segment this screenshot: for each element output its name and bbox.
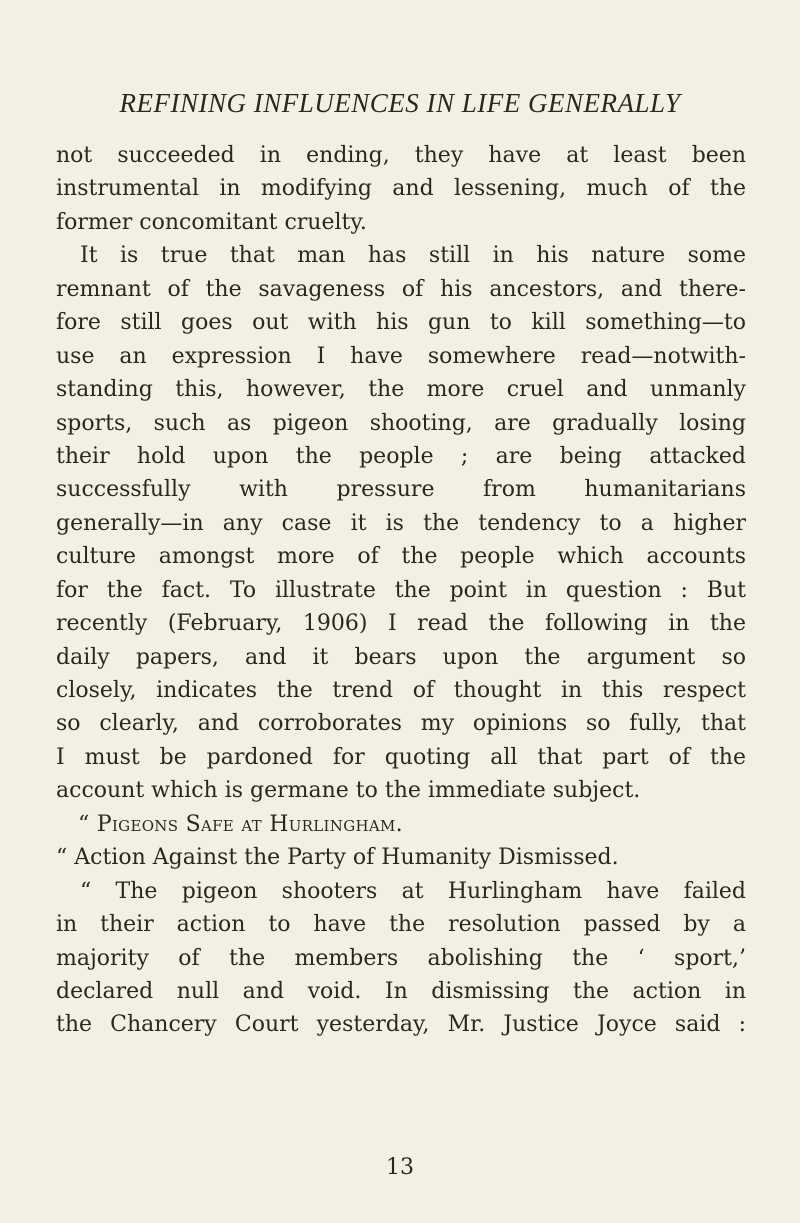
text-line: instrumental in modifying and lessening, much of the <box>56 176 746 202</box>
text-line: declared null and void. In dismissing the action in <box>56 978 746 1004</box>
text-line: use an expression I have somewhere read—notwith- <box>56 343 746 369</box>
text-line: the Chancery Court yesterday, Mr. Justice Joyce said : <box>56 1012 746 1038</box>
running-head: REFINING INFLUENCES IN LIFE GENERALLY <box>119 88 681 118</box>
text-line: It is true that man has still in his nature some <box>80 243 746 269</box>
text-line: so clearly, and corroborates my opinions so fully, that <box>56 711 746 737</box>
text-line: majority of the members abolishing the ‘ sport,’ <box>56 945 746 971</box>
text-line: former concomitant cruelty. <box>56 209 367 235</box>
quoted-headline: “ Pigeons Safe at Hurlingham. <box>78 811 403 837</box>
text-line: fore still goes out with his gun to kill something—to <box>56 310 746 336</box>
page-number: 13 <box>386 1155 414 1180</box>
text-line: in their action to have the resolution passed by a <box>56 912 746 938</box>
text-line: recently (February, 1906) I read the following in the <box>56 611 746 637</box>
text-line: daily papers, and it bears upon the argument so <box>56 644 746 670</box>
text-line: culture amongst more of the people which accounts <box>56 544 746 570</box>
text-line: successfully with pressure from humanitarians <box>56 477 746 503</box>
text-line: account which is germane to the immediate subject. <box>56 778 641 804</box>
text-line: sports, such as pigeon shooting, are gradually losing <box>56 410 746 436</box>
text-line: closely, indicates the trend of thought in this respect <box>56 678 746 703</box>
text-line: remnant of the savageness of his ancestors, and there- <box>56 276 746 302</box>
quoted-subheadline: “ Action Against the Party of Humanity Dismissed. <box>56 845 619 871</box>
body-text <box>56 139 746 1042</box>
text-line: for the fact. To illustrate the point in question : But <box>56 577 746 603</box>
text-line: not succeeded in ending, they have at least been <box>56 143 746 168</box>
text-line: their hold upon the people ; are being attacked <box>56 443 746 469</box>
text-line: I must be pardoned for quoting all that part of the <box>56 744 746 770</box>
text-line: standing this, however, the more cruel and unmanly <box>56 377 746 403</box>
text-line: generally—in any case it is the tendency to a higher <box>56 510 746 536</box>
text-line: “ The pigeon shooters at Hurlingham have failed <box>80 878 746 904</box>
